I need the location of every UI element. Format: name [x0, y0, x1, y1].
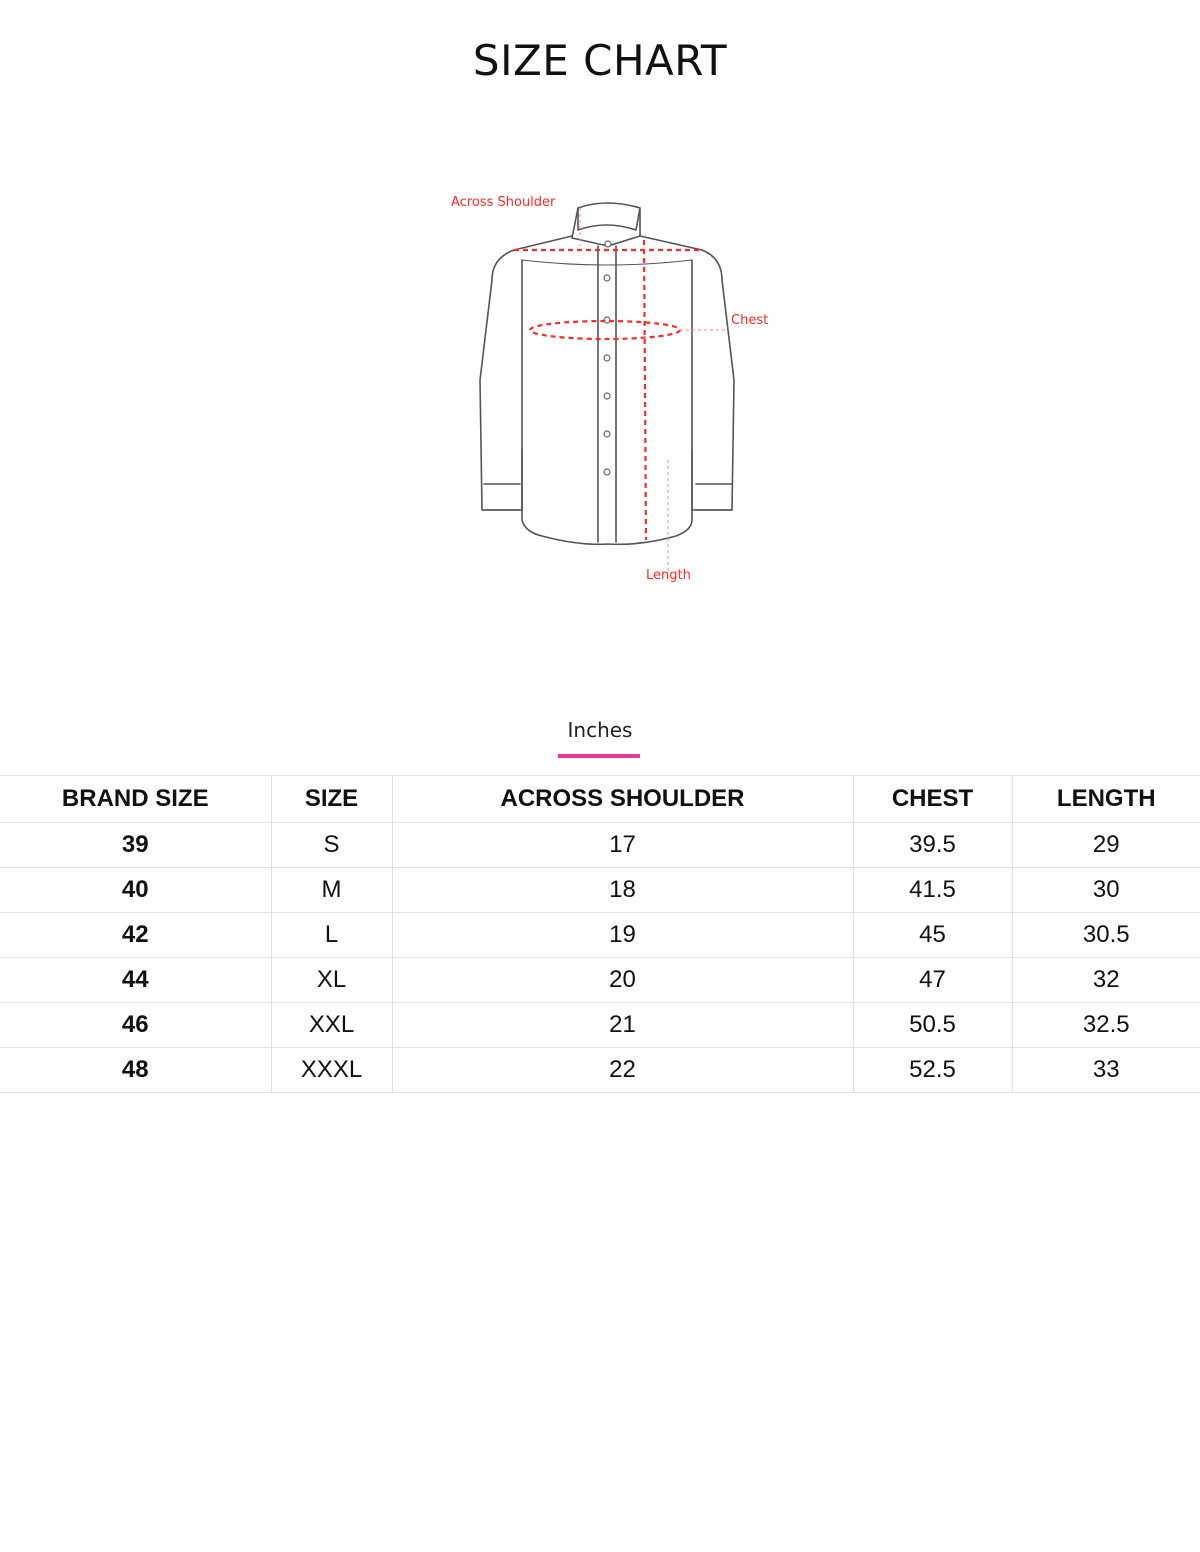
- cell-across-shoulder: 18: [392, 868, 853, 913]
- header-chest: CHEST: [853, 776, 1012, 823]
- cell-length: 32: [1012, 958, 1200, 1003]
- table-header-row: [0, 776, 1200, 823]
- page-title: SIZE CHART: [472, 36, 728, 85]
- shirt-measurement-diagram: [430, 180, 790, 600]
- cell-chest: 39.5: [853, 823, 1012, 868]
- table-row: [0, 868, 1200, 913]
- active-tab-indicator: [558, 754, 640, 758]
- cell-size: XL: [271, 958, 392, 1003]
- header-length: LENGTH: [1012, 776, 1200, 823]
- cell-across-shoulder: 21: [392, 1003, 853, 1048]
- cell-size: XXL: [271, 1003, 392, 1048]
- tab-inches-label: Inches: [567, 718, 633, 742]
- length-label: Length: [646, 568, 691, 583]
- shirt-illustration: [430, 180, 790, 600]
- cell-length: 32.5: [1012, 1003, 1200, 1048]
- cell-chest: 45: [853, 913, 1012, 958]
- cell-brand-size: 46: [0, 1003, 271, 1048]
- cell-brand-size: 42: [0, 913, 271, 958]
- table-row: [0, 958, 1200, 1003]
- header-size: SIZE: [271, 776, 392, 823]
- cell-length: 33: [1012, 1048, 1200, 1093]
- cell-size: M: [271, 868, 392, 913]
- cell-across-shoulder: 17: [392, 823, 853, 868]
- cell-chest: 47: [853, 958, 1012, 1003]
- cell-size: L: [271, 913, 392, 958]
- cell-across-shoulder: 20: [392, 958, 853, 1003]
- chest-label: Chest: [731, 313, 769, 328]
- cell-brand-size: 39: [0, 823, 271, 868]
- table-row: [0, 1003, 1200, 1048]
- cell-brand-size: 48: [0, 1048, 271, 1093]
- tab-inches[interactable]: [548, 718, 652, 762]
- cell-chest: 52.5: [853, 1048, 1012, 1093]
- across-shoulder-label: Across Shoulder: [451, 195, 556, 210]
- cell-length: 30.5: [1012, 913, 1200, 958]
- cell-brand-size: 40: [0, 868, 271, 913]
- header-across-shoulder: ACROSS SHOULDER: [392, 776, 853, 823]
- table-row: [0, 913, 1200, 958]
- header-brand-size: BRAND SIZE: [0, 776, 271, 823]
- cell-across-shoulder: 22: [392, 1048, 853, 1093]
- cell-chest: 41.5: [853, 868, 1012, 913]
- cell-brand-size: 44: [0, 958, 271, 1003]
- cell-size: S: [271, 823, 392, 868]
- cell-size: XXXL: [271, 1048, 392, 1093]
- cell-chest: 50.5: [853, 1003, 1012, 1048]
- cell-across-shoulder: 19: [392, 913, 853, 958]
- table-row: [0, 823, 1200, 868]
- size-table: [0, 775, 1200, 1093]
- cell-length: 30: [1012, 868, 1200, 913]
- cell-length: 29: [1012, 823, 1200, 868]
- table-row: [0, 1048, 1200, 1093]
